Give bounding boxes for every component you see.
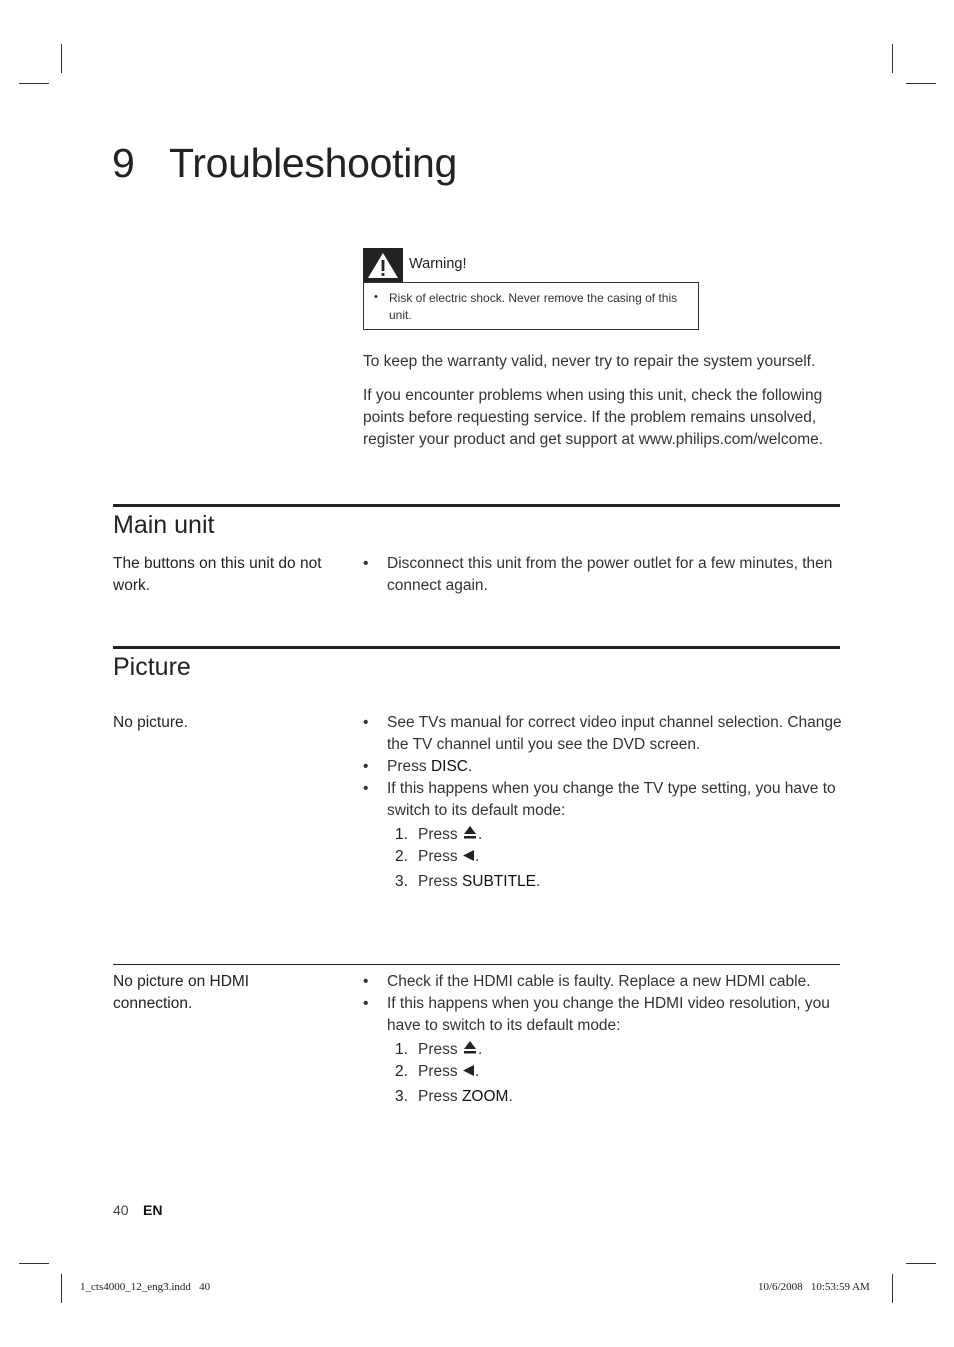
crop-mark [61,44,62,73]
problem-text: No picture on HDMI connection. [113,973,250,1012]
step-text: Press [418,873,458,890]
eject-icon [462,1041,478,1058]
step-number: 2. [395,1063,408,1080]
crop-mark [19,83,49,84]
step-item: 1. Press . [395,826,483,843]
key-name-subtitle: SUBTITLE [461,873,537,890]
bullet: • [363,555,369,572]
warning-label: Warning! [409,256,467,272]
step-text: Press [418,1063,458,1080]
step-text: Press [418,1041,458,1058]
solution-text: See TVs manual for correct video input channel selection. Change the TV channel until you see the DVD screen. [387,714,842,753]
page-number: 40 [113,1202,129,1218]
eject-icon [462,826,478,843]
list-item [363,553,843,597]
solution-text: Disconnect this unit from the power outlet for a few minutes, then connect again. [387,555,833,594]
problem-text: No picture. [113,714,188,731]
crop-mark [61,1274,62,1303]
solution-text: If this happens when you change the HDMI video resolution, you have to switch to its default mode: [387,995,830,1034]
warning-text: Risk of electric shock. Never remove the casing of this unit. [389,291,678,322]
crop-mark [906,83,936,84]
left-triangle-icon [462,1063,475,1080]
print-slug-date: 10/6/2008 10:53:59 AM [758,1281,870,1293]
section-title-main-unit: Main unit [113,511,215,539]
step-number: 2. [395,848,408,865]
step-number: 3. [395,873,408,890]
list-item [363,778,843,822]
bullet: • [363,780,369,797]
warning-bullet: • [374,291,378,303]
warning-icon [363,248,403,282]
crop-mark [892,1274,893,1303]
solution-text: Check if the HDMI cable is faulty. Replace a new HDMI cable. [387,973,811,990]
step-item: 3. Press ZOOM. [395,1088,513,1105]
crop-mark [19,1263,49,1264]
bullet: • [363,973,369,990]
intro-paragraph: To keep the warranty valid, never try to repair the system yourself. [363,353,816,370]
key-name-disc: DISC [430,758,468,775]
chapter-title: Troubleshooting [169,140,458,186]
left-triangle-icon [462,848,475,865]
step-number: 1. [395,1041,408,1058]
bullet: • [363,758,369,775]
list-item [363,712,843,756]
language-code: EN [143,1202,163,1218]
section-rule [113,504,840,507]
step-item: 2. Press . [395,848,480,865]
crop-mark [892,44,893,73]
print-slug-file: 1_cts4000_12_eng3.indd 40 [80,1281,211,1293]
list-item [363,971,843,993]
list-item [363,993,843,1037]
step-item: 2. Press . [395,1063,480,1080]
step-text: Press [418,1088,458,1105]
step-text: Press [418,848,458,865]
step-item: 3. Press SUBTITLE. [395,873,541,890]
solution-list [363,712,843,822]
step-number: 1. [395,826,408,843]
solution-text: Press [387,758,427,775]
step-item: 1. Press . [395,1041,483,1058]
solution-list [363,553,843,597]
step-number: 3. [395,1088,408,1105]
problem-divider [113,964,840,965]
crop-mark [906,1263,936,1264]
solution-list [363,971,843,1037]
chapter-number: 9 [112,140,135,186]
section-title-picture: Picture [113,653,191,681]
list-item: • Press DISC. [363,756,843,778]
intro-paragraph: If you encounter problems when using this unit, check the following points before requesting service. If the problem remains unsolved, register your product and get support at www.philips.com/welcome. [363,387,824,448]
key-name-zoom: ZOOM [461,1088,509,1105]
bullet: • [363,714,369,731]
problem-text: The buttons on this unit do not work. [113,555,322,594]
solution-text: If this happens when you change the TV type setting, you have to switch to its default mode: [387,780,836,819]
section-rule [113,646,840,649]
bullet: • [363,995,369,1012]
step-text: Press [418,826,458,843]
